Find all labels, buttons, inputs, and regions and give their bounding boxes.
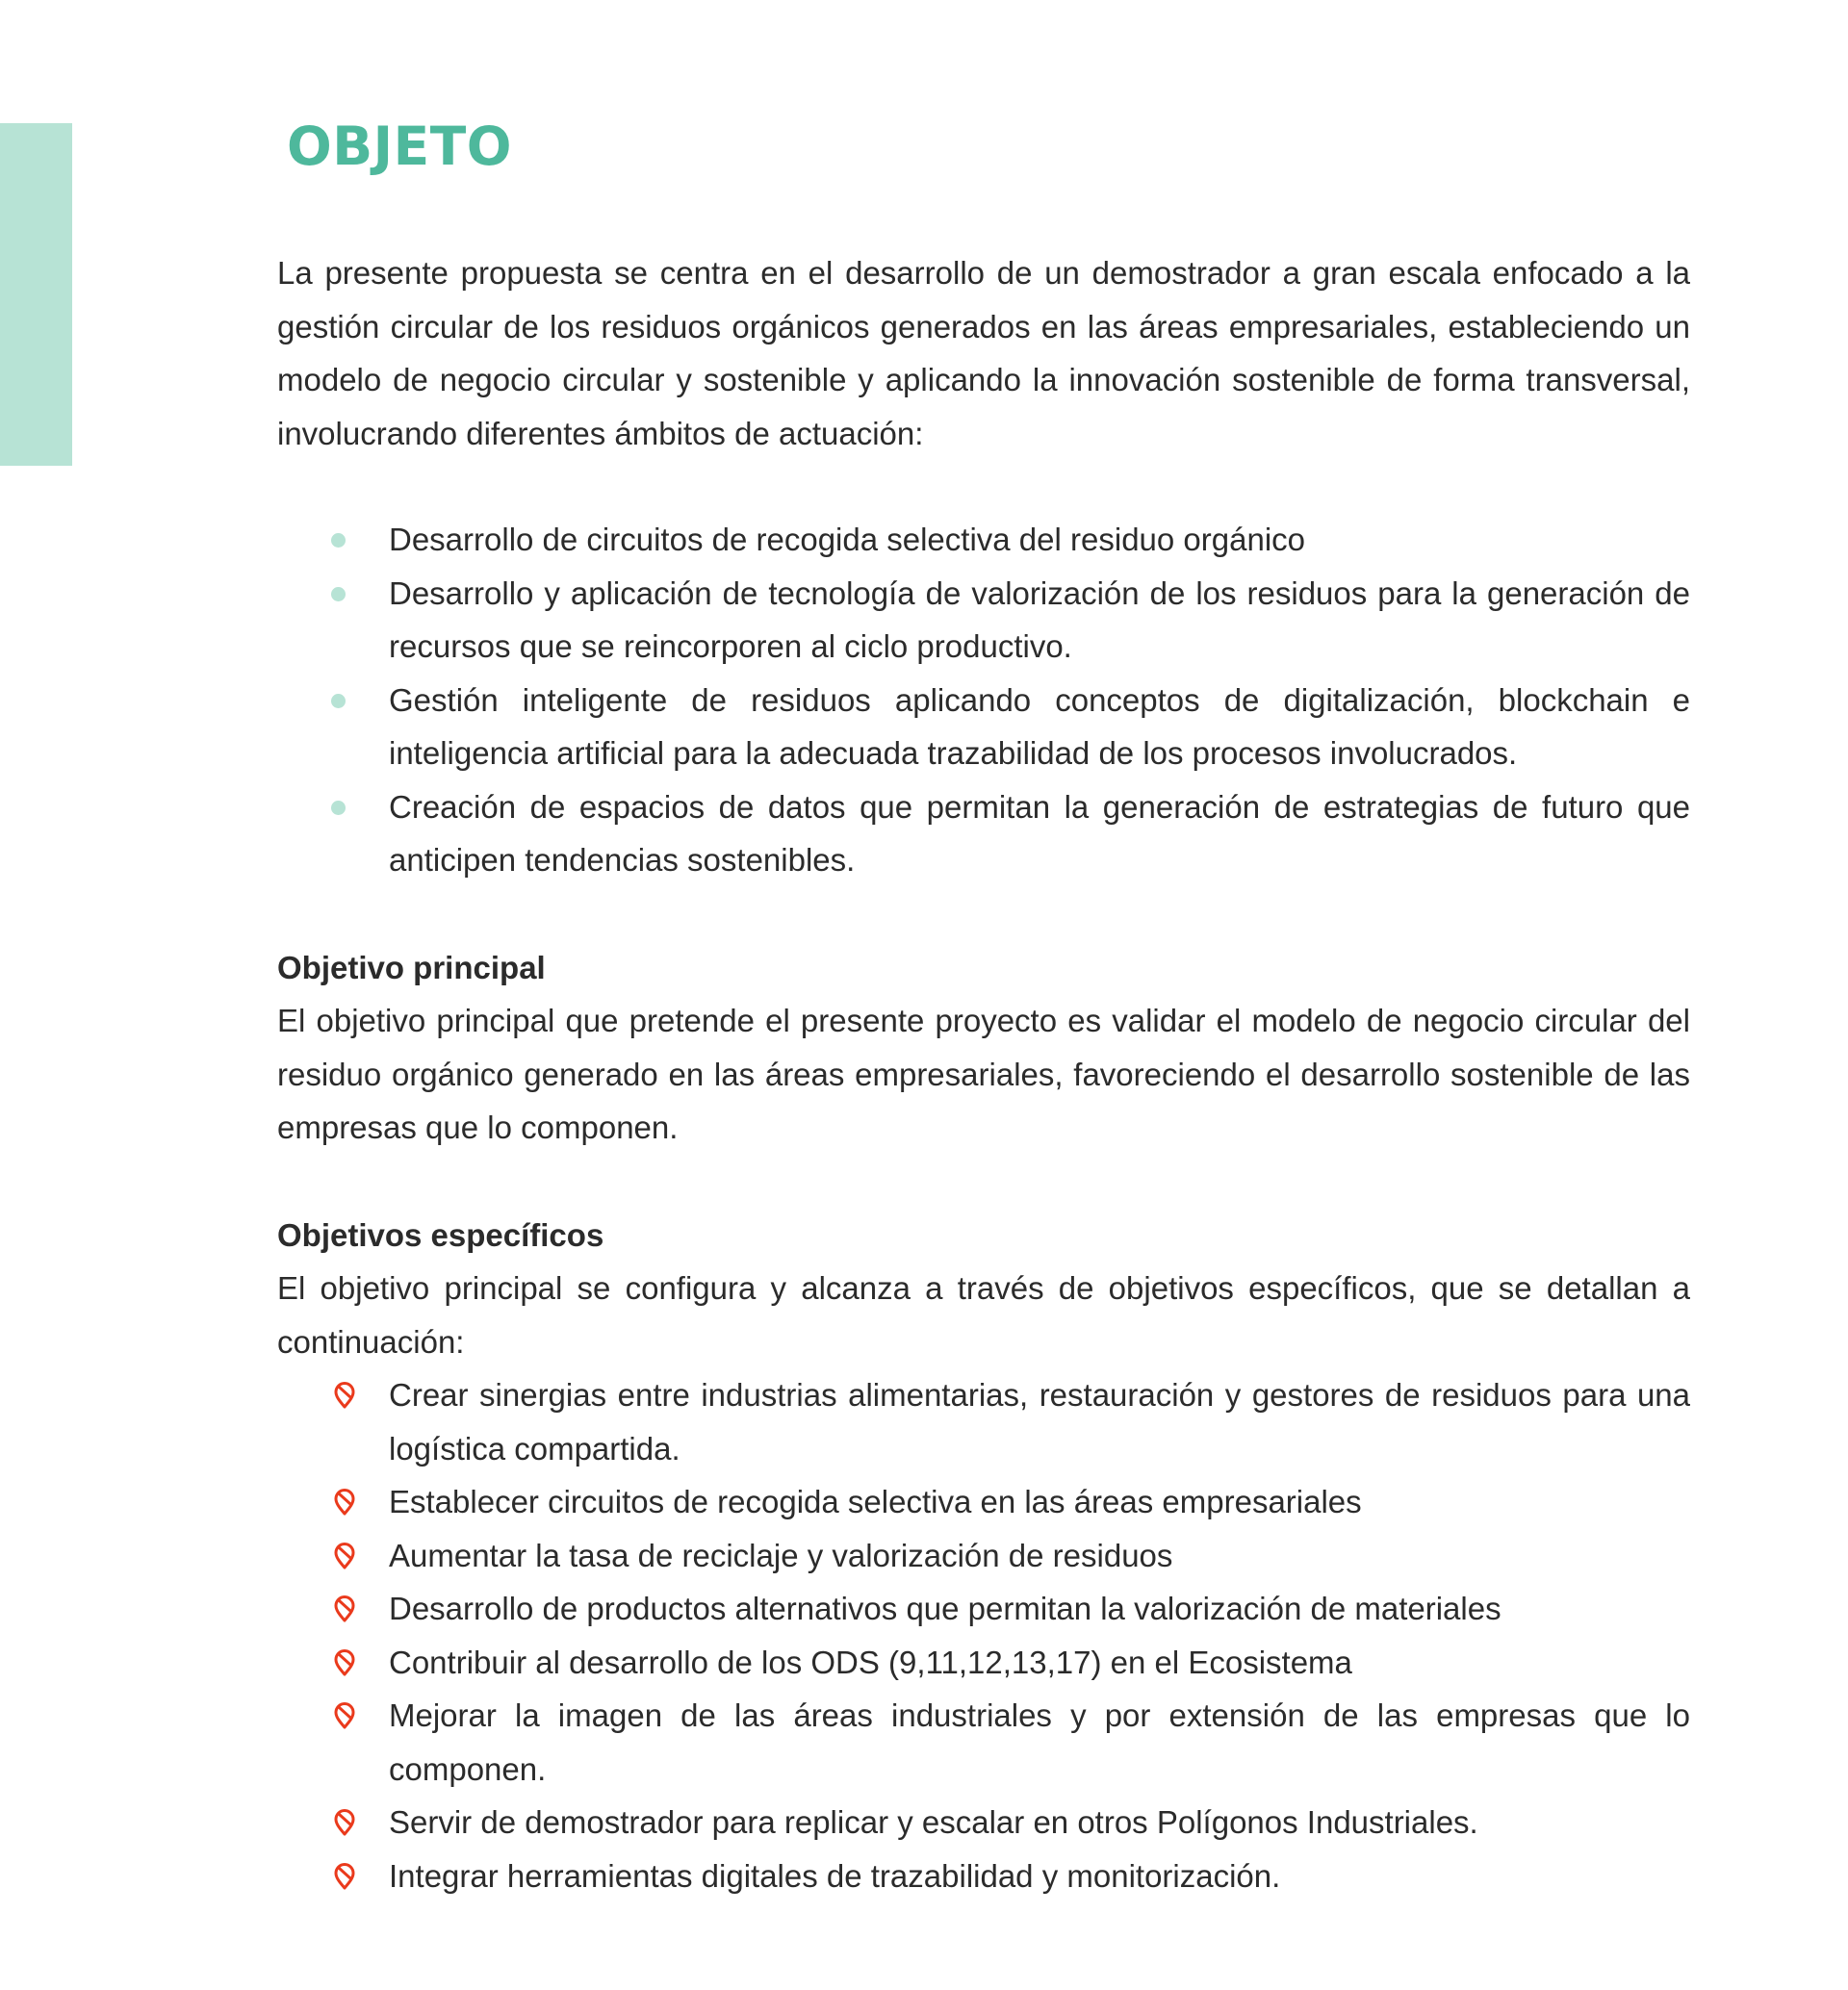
- list-item: Mejorar la imagen de las áreas industriales y por extensión de las empresas que lo componen.: [277, 1689, 1690, 1796]
- list-item: Desarrollo de circuitos de recogida selectiva del residuo orgánico: [277, 513, 1690, 567]
- list-item: Desarrollo de productos alternativos que permitan la valorización de materiales: [277, 1582, 1690, 1636]
- list-item: Establecer circuitos de recogida selectiva en las áreas empresariales: [277, 1475, 1690, 1529]
- map-pin-icon: [333, 1382, 356, 1409]
- specific-objectives-list: [277, 1368, 1690, 1902]
- page-title: OBJETO: [287, 115, 512, 177]
- map-pin-icon: [333, 1863, 356, 1890]
- spacer: [277, 887, 1690, 941]
- list-item: Integrar herramientas digitales de trazabilidad y monitorización.: [277, 1850, 1690, 1903]
- bullet-dot-icon: [331, 801, 346, 815]
- document-content: [277, 246, 1690, 1902]
- side-accent-bar: [0, 123, 72, 466]
- map-pin-icon: [333, 1489, 356, 1516]
- spacer: [277, 1155, 1690, 1209]
- map-pin-icon: [333, 1649, 356, 1676]
- areas-list: [277, 513, 1690, 887]
- specific-objectives-heading: Objetivos específicos: [277, 1216, 604, 1253]
- bullet-dot-icon: [331, 587, 346, 601]
- list-item: Desarrollo y aplicación de tecnología de valorización de los residuos para la generación de recursos que se reincorporen al ciclo productivo.: [277, 567, 1690, 674]
- map-pin-icon: [333, 1595, 356, 1622]
- main-objective-text: El objetivo principal que pretende el presente proyecto es validar el modelo de negocio circular del residuo orgánico generado en las áreas empresariales, favoreciendo el desarrollo sostenible de las empresas que lo componen.: [277, 1003, 1690, 1145]
- list-item: Aumentar la tasa de reciclaje y valorización de residuos: [277, 1529, 1690, 1583]
- map-pin-icon: [333, 1702, 356, 1729]
- map-pin-icon: [333, 1809, 356, 1836]
- list-item: Crear sinergias entre industrias alimentarias, restauración y gestores de residuos para una logística compartida.: [277, 1368, 1690, 1475]
- bullet-dot-icon: [331, 694, 346, 708]
- main-objective-heading: Objetivo principal: [277, 949, 546, 985]
- bullet-dot-icon: [331, 533, 346, 548]
- intro-paragraph: La presente propuesta se centra en el desarrollo de un demostrador a gran escala enfocado a la gestión circular de los residuos orgánicos generados en las áreas empresariales, estableciendo un modelo de negocio circular y sostenible y aplicando la innovación sostenible de forma transversal, involucrando diferentes ámbitos de actuación:: [277, 255, 1690, 451]
- map-pin-icon: [333, 1543, 356, 1569]
- list-item: Gestión inteligente de residuos aplicando conceptos de digitalización, blockchain e inteligencia artificial para la adecuada trazabilidad de los procesos involucrados.: [277, 674, 1690, 780]
- list-item: Creación de espacios de datos que permitan la generación de estrategias de futuro que anticipen tendencias sostenibles.: [277, 780, 1690, 887]
- list-item: Contribuir al desarrollo de los ODS (9,11,12,13,17) en el Ecosistema: [277, 1636, 1690, 1690]
- list-item: Servir de demostrador para replicar y escalar en otros Polígonos Industriales.: [277, 1796, 1690, 1850]
- specific-objectives-text: El objetivo principal se configura y alcanza a través de objetivos específicos, que se detallan a continuación:: [277, 1270, 1690, 1360]
